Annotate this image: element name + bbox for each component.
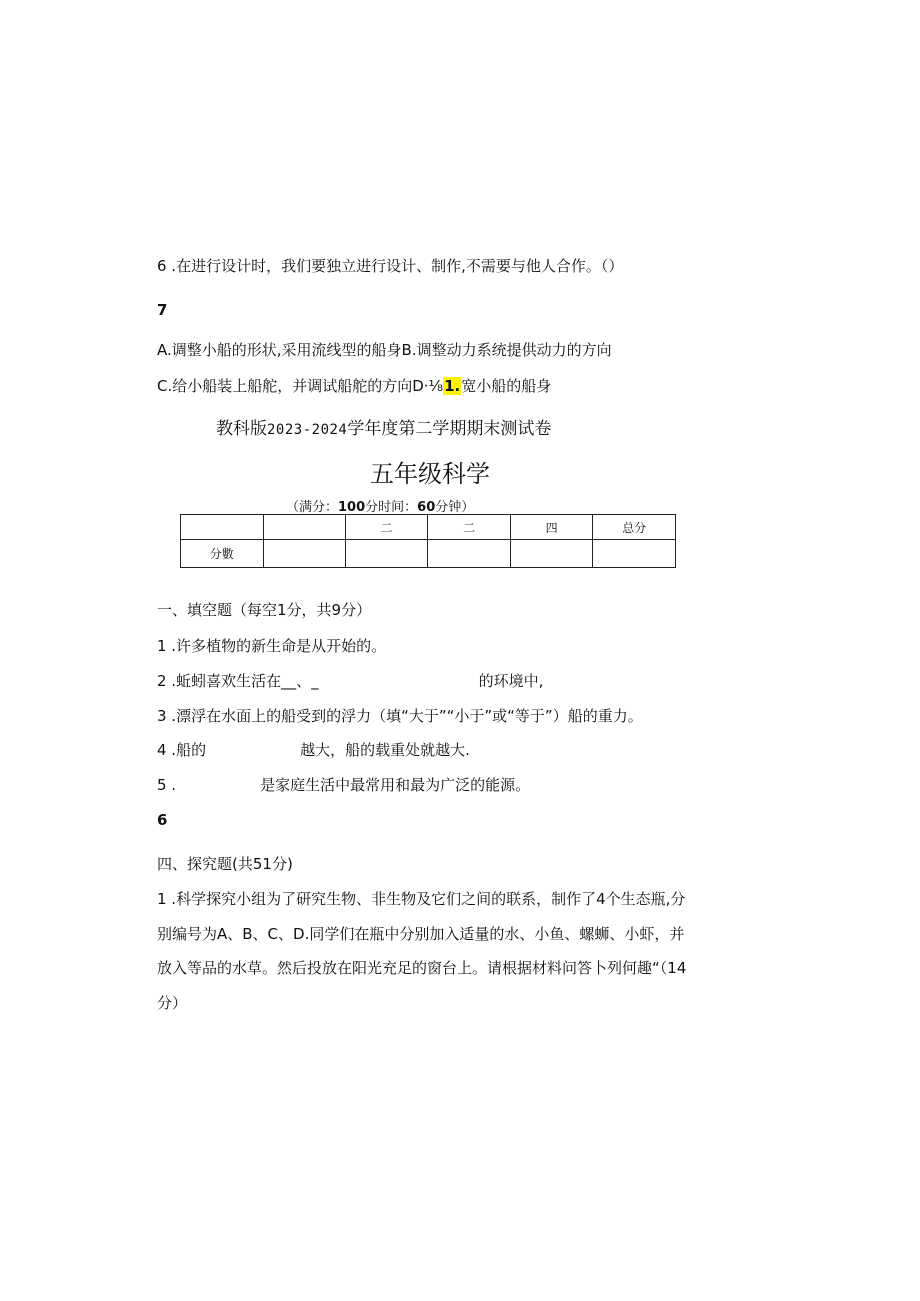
- question-7-option-d: 宽小船的船身: [461, 377, 552, 395]
- question-2-text-end: 的环境中,: [478, 672, 544, 690]
- section-1-heading: 一、填空题（每空1分，共9分）: [157, 601, 372, 619]
- score-cell: [510, 540, 593, 568]
- score-header-cell: [181, 515, 264, 540]
- exam-title: [216, 414, 551, 439]
- section-4-question-1-line-2: 别编号为A、B、C、D.同学们在瓶中分别加入适量的水、小鱼、螺蛳、小虾，并: [157, 925, 685, 943]
- question-6-top: [157, 256, 623, 276]
- exam-title-term: 学年度第二学期期末测试卷: [347, 419, 552, 439]
- score-cell: [263, 540, 345, 568]
- info-time-label: 分时间：: [365, 500, 418, 515]
- score-table: [180, 514, 676, 568]
- exam-info: [286, 496, 474, 515]
- score-header-cell: 四: [510, 515, 593, 540]
- section-1-question-3: 3 .漂浮在水面上的船受到的浮力（填“大于”“小于”或“等于”）船的重力。: [157, 707, 643, 725]
- exam-title-publisher: 教科版: [216, 419, 267, 439]
- section-1-question-2: [157, 671, 543, 691]
- section-1-question-4: [157, 740, 470, 760]
- score-row-label: 分數: [181, 540, 264, 568]
- info-unit: 分钟）: [435, 500, 475, 515]
- score-header-cell: 总分: [593, 515, 676, 540]
- info-full-label: （满分：: [286, 500, 339, 515]
- question-5-text-start: 5 .: [157, 776, 177, 794]
- question-7-number: 7: [157, 301, 168, 319]
- question-4-text-start: 4 .船的: [157, 741, 207, 759]
- question-4-text-end: 越大，船的载重处就越大.: [300, 741, 470, 759]
- info-time: 60: [417, 500, 436, 515]
- section-4-heading: 四、探究题(共51分): [157, 855, 293, 873]
- score-table-header-row: [181, 515, 676, 540]
- section-4-question-1-line-1: 1 .科学探究小组为了研究生物、非生物及它们之间的联系，制作了4个生态瓶,分: [157, 890, 686, 908]
- score-header-cell: 二: [428, 515, 511, 540]
- score-header-cell: 二: [345, 515, 428, 540]
- score-cell: [345, 540, 428, 568]
- question-7-option-c: C.给小船装上船舵，并调试船舵的方向D·⅛: [157, 377, 444, 395]
- score-cell: [593, 540, 676, 568]
- highlighted-mark: 1.: [444, 377, 461, 395]
- info-score: 100: [338, 500, 366, 515]
- section-1-question-6: 6: [157, 811, 168, 829]
- question-2-text-start: 2 .蚯蚓喜欢生活在__、_: [157, 672, 319, 690]
- subject-title: 五年级科学: [370, 460, 490, 488]
- question-5-text-end: 是家庭生活中最常用和最为广泛的能源。: [260, 776, 531, 794]
- score-header-cell: [263, 515, 345, 540]
- question-7-options-cd: [157, 376, 551, 396]
- score-table-score-row: [181, 540, 676, 568]
- section-1-question-1: 1 .许多植物的新生命是从开始的。: [157, 637, 387, 655]
- section-4-question-1-line-4: 分）: [157, 994, 188, 1012]
- section-1-question-5: [157, 775, 530, 795]
- question-7-options-ab: A.调整小船的形状,采用流线型的船身B.调整动力系统提供动力的方向: [157, 341, 612, 359]
- exam-title-year: 2023-2024: [267, 422, 348, 438]
- question-6-text: 6 .在进行设计时，我们要独立进行设计、制作,不需要与他人合作。（）: [157, 257, 624, 275]
- score-cell: [428, 540, 511, 568]
- section-4-question-1-line-3: 放入等品的水草。然后投放在阳光充足的窗台上。请根据材料问答卜列何趣“（14: [157, 959, 687, 977]
